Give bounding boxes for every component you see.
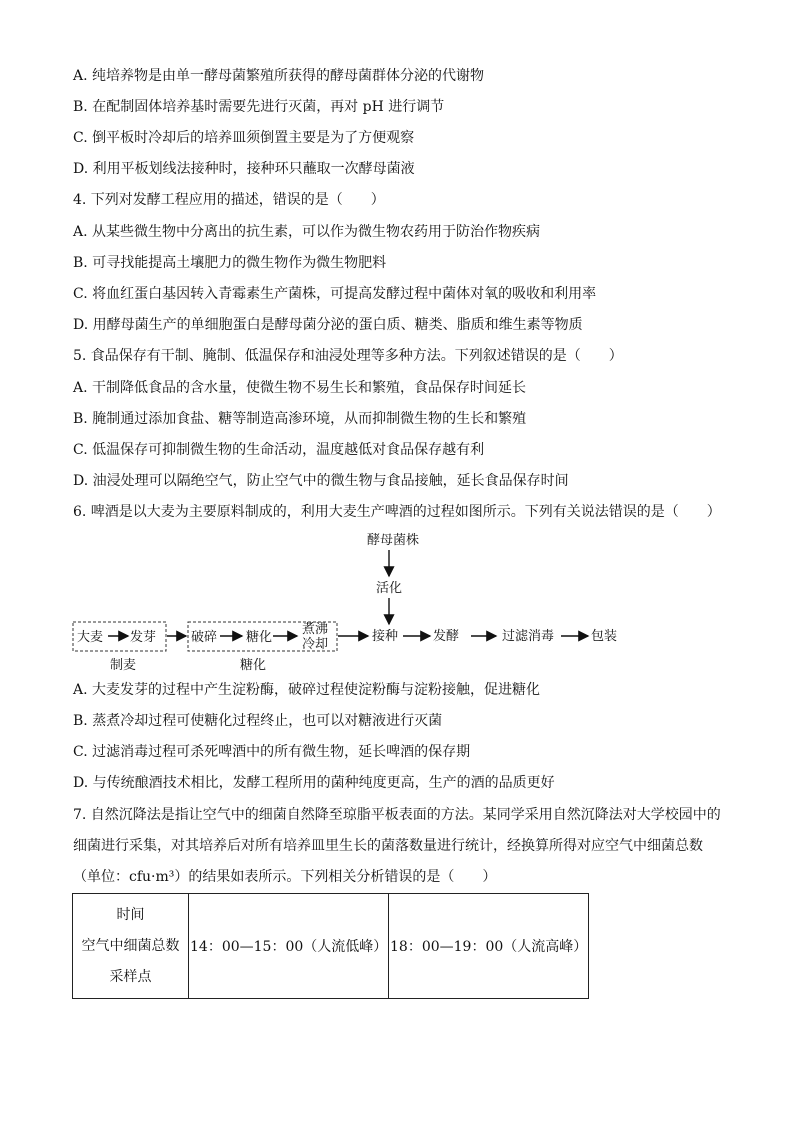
q4-stem: 4. 下列对发酵工程应用的描述，错误的是（ ） (73, 192, 385, 208)
crush-label: 破碎 (191, 630, 218, 645)
beer-process-diagram (70, 530, 622, 676)
header-sampling-point: 采样点 (109, 968, 152, 985)
inoculate-label: 接种 (372, 629, 399, 644)
q7-stem-line-2: 细菌进行采集，对其培养后对所有培养皿里生长的菌落数量进行统计，经换算所得对应空气中细菌总数 (73, 838, 703, 854)
column-high-traffic: 18：00—19：00（人流高峰） (389, 894, 589, 999)
q6-option-b: B. 蒸煮冷却过程可使糖化过程终止，也可以对糖液进行灭菌 (73, 713, 443, 729)
q3-option-a: A. 纯培养物是由单一酵母菌繁殖所获得的酵母菌群体分泌的代谢物 (73, 68, 485, 84)
q3-option-b: B. 在配制固体培养基时需要先进行灭菌，再对 pH 进行调节 (73, 99, 445, 115)
bacteria-count-table (72, 893, 589, 999)
q4-option-d: D. 用酵母菌生产的单细胞蛋白是酵母菌分泌的蛋白质、糖类、脂质和维生素等物质 (73, 317, 583, 333)
q5-option-b: B. 腌制通过添加食盐、糖等制造高渗环境，从而抑制微生物的生长和繁殖 (73, 411, 527, 427)
barley-label: 大麦 (77, 630, 104, 645)
cool-label: 冷却 (302, 637, 329, 652)
diagonal-header-cell (73, 894, 189, 999)
saccharify-label: 糖化 (246, 630, 273, 645)
q4-option-b: B. 可寻找能提高土壤肥力的微生物作为微生物肥料 (73, 255, 387, 271)
q6-option-a: A. 大麦发芽的过程中产生淀粉酶，破碎过程使淀粉酶与淀粉接触，促进糖化 (73, 682, 541, 698)
q7-stem-line-3: （单位：cfu·m³）的结果如表所示。下列相关分析错误的是（ ） (73, 869, 497, 885)
q3-option-d: D. 利用平板划线法接种时，接种环只蘸取一次酵母菌液 (73, 161, 415, 177)
q3-option-c: C. 倒平板时冷却后的培养皿须倒置主要是为了方便观察 (73, 130, 415, 146)
q4-option-c: C. 将血红蛋白基因转入青霉素生产菌株，可提高发酵过程中菌体对氧的吸收和利用率 (73, 286, 597, 302)
q5-option-a: A. 干制降低食品的含水量，使微生物不易生长和繁殖，食品保存时间延长 (73, 380, 527, 396)
q6-option-c: C. 过滤消毒过程可杀死啤酒中的所有微生物，延长啤酒的保存期 (73, 744, 471, 760)
saccharify-stage-label: 糖化 (240, 658, 267, 673)
yeast-strain-label: 酵母菌株 (366, 533, 420, 548)
q5-option-d: D. 油浸处理可以隔绝空气，防止空气中的微生物与食品接触，延长食品保存时间 (73, 473, 569, 489)
q5-stem: 5. 食品保存有干制、腌制、低温保存和油浸处理等多种方法。下列叙述错误的是（ ） (73, 348, 623, 364)
q6-option-d: D. 与传统酿酒技术相比，发酵工程所用的菌种纯度更高，生产的酒的品质更好 (73, 775, 555, 791)
germinate-label: 发芽 (130, 630, 157, 645)
activate-label: 活化 (375, 581, 403, 596)
malting-stage-label: 制麦 (110, 658, 137, 673)
ferment-label: 发酵 (433, 629, 460, 644)
header-time: 时间 (116, 906, 145, 923)
boil-label: 煮沸 (302, 622, 329, 637)
filter-label: 过滤消毒 (502, 629, 555, 644)
q6-stem: 6. 啤酒是以大麦为主要原料制成的，利用大麦生产啤酒的过程如图所示。下列有关说法错误的是（ ） (73, 504, 721, 520)
header-bacteria-total: 空气中细菌总数 (81, 937, 180, 954)
q5-option-c: C. 低温保存可抑制微生物的生命活动，温度越低对食品保存越有利 (73, 442, 485, 458)
table-row (73, 894, 589, 999)
q4-option-a: A. 从某些微生物中分离出的抗生素，可以作为微生物农药用于防治作物疾病 (73, 224, 541, 240)
column-low-traffic: 14：00—15：00（人流低峰） (189, 894, 389, 999)
package-label: 包装 (591, 629, 618, 644)
q7-stem-line-1: 7. 自然沉降法是指让空气中的细菌自然降至琼脂平板表面的方法。某同学采用自然沉降法对大学校园中的 (73, 807, 721, 823)
